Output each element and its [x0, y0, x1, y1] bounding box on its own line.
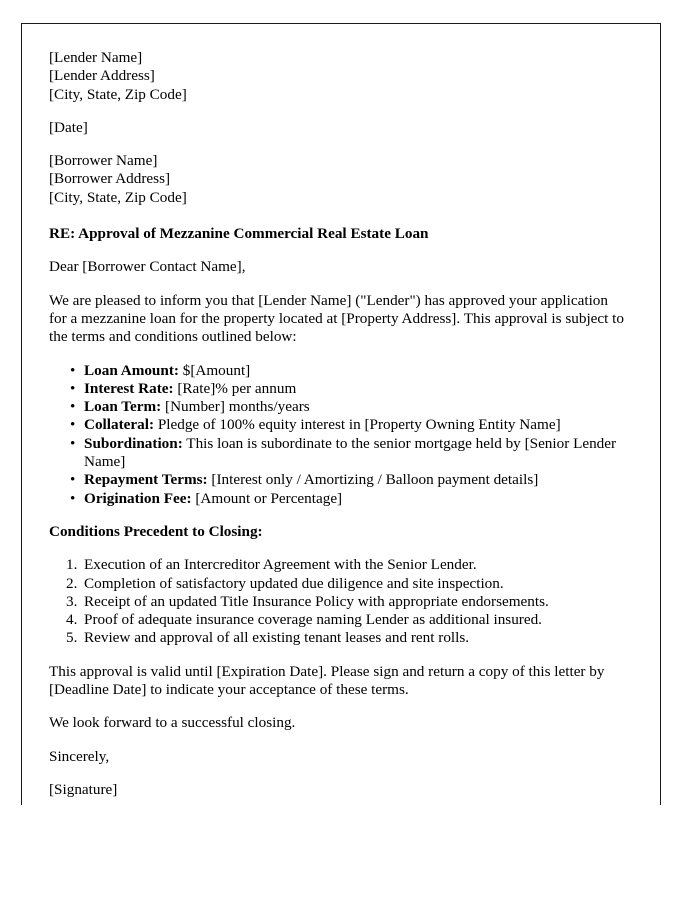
loan-term-item: [49, 416, 627, 434]
loan-term-label: Repayment Terms:: [84, 471, 208, 489]
spacer: [49, 277, 627, 292]
condition-item: Review and approval of all existing tenant leases and rent rolls.: [84, 629, 470, 647]
loan-term-value: $[Amount]: [178, 361, 251, 379]
date-line: [Date]: [49, 118, 88, 136]
condition-item: Execution of an Intercreditor Agreement with the Senior Lender.: [84, 556, 477, 574]
spacer: [49, 766, 627, 781]
sign-off: Sincerely,: [49, 747, 110, 765]
spacer: [49, 207, 627, 225]
loan-term-label: Subordination:: [84, 434, 183, 452]
recipient-street: [Borrower Address]: [49, 170, 171, 188]
conditions-heading: Conditions Precedent to Closing:: [49, 522, 263, 540]
loan-term-label: Interest Rate:: [84, 379, 174, 397]
loan-term-item: [49, 471, 627, 489]
sender-name: [Lender Name]: [49, 49, 143, 66]
loan-term-item: [49, 380, 627, 398]
signature-placeholder: [Signature]: [49, 780, 118, 798]
condition-item: Completion of satisfactory updated due diligence and site inspection.: [84, 574, 504, 592]
recipient-name: [Borrower Name]: [49, 152, 158, 170]
closing-paragraph: We look forward to a successful closing.: [49, 714, 296, 732]
loan-term-value: [Interest only / Amortizing / Balloon payment details]: [207, 471, 539, 489]
loan-term-value: Pledge of 100% equity interest in [Property Owning Entity Name]: [154, 416, 561, 434]
spacer: [49, 104, 627, 119]
intro-paragraph: We are pleased to inform you that [Lender Name] ("Lender") has approved your application for a mezzanine loan for the property located at [Property Address]. This approval is subject to the terms and conditions outlined below:: [49, 291, 624, 346]
sender-street: [Lender Address]: [49, 67, 155, 85]
spacer: [49, 243, 627, 258]
spacer: [49, 137, 627, 152]
condition-item: Receipt of an updated Title Insurance Policy with appropriate endorsements.: [84, 592, 549, 610]
spacer: [49, 699, 627, 714]
loan-term-label: Collateral:: [84, 416, 155, 434]
sender-address-block: [49, 49, 627, 104]
spacer: [49, 541, 627, 556]
conditions-list: [49, 556, 627, 647]
loan-term-item: [49, 490, 627, 508]
recipient-city-state-zip: [City, State, Zip Code]: [49, 188, 187, 206]
spacer: [49, 733, 627, 748]
subject-line: RE: Approval of Mezzanine Commercial Real Estate Loan: [49, 225, 429, 243]
spacer: [49, 508, 627, 523]
loan-term-value: This loan is subordinate to the senior mortgage held by [Senior Lender Name]: [84, 434, 617, 471]
loan-term-item: [49, 398, 627, 416]
spacer: [49, 347, 627, 362]
loan-term-label: Loan Term:: [84, 398, 162, 416]
letter-body: [49, 49, 627, 799]
loan-term-item: [49, 435, 627, 472]
loan-term-label: Loan Amount:: [84, 361, 179, 379]
document-page: [21, 23, 661, 805]
loan-term-value: [Rate]% per annum: [173, 379, 297, 397]
loan-terms-list: [49, 362, 627, 508]
loan-term-item: [49, 362, 627, 380]
sender-city-state-zip: [City, State, Zip Code]: [49, 85, 187, 103]
loan-term-value: [Number] months/years: [161, 398, 310, 416]
recipient-address-block: [49, 152, 627, 207]
salutation: Dear [Borrower Contact Name],: [49, 258, 246, 276]
condition-item: Proof of adequate insurance coverage naming Lender as additional insured.: [84, 611, 542, 629]
loan-term-value: [Amount or Percentage]: [191, 489, 343, 507]
loan-term-label: Origination Fee:: [84, 489, 192, 507]
validity-paragraph: This approval is valid until [Expiration Date]. Please sign and return a copy of this letter by [Deadline Date] to indicate your acceptance of these terms.: [49, 662, 605, 699]
spacer: [49, 648, 627, 663]
